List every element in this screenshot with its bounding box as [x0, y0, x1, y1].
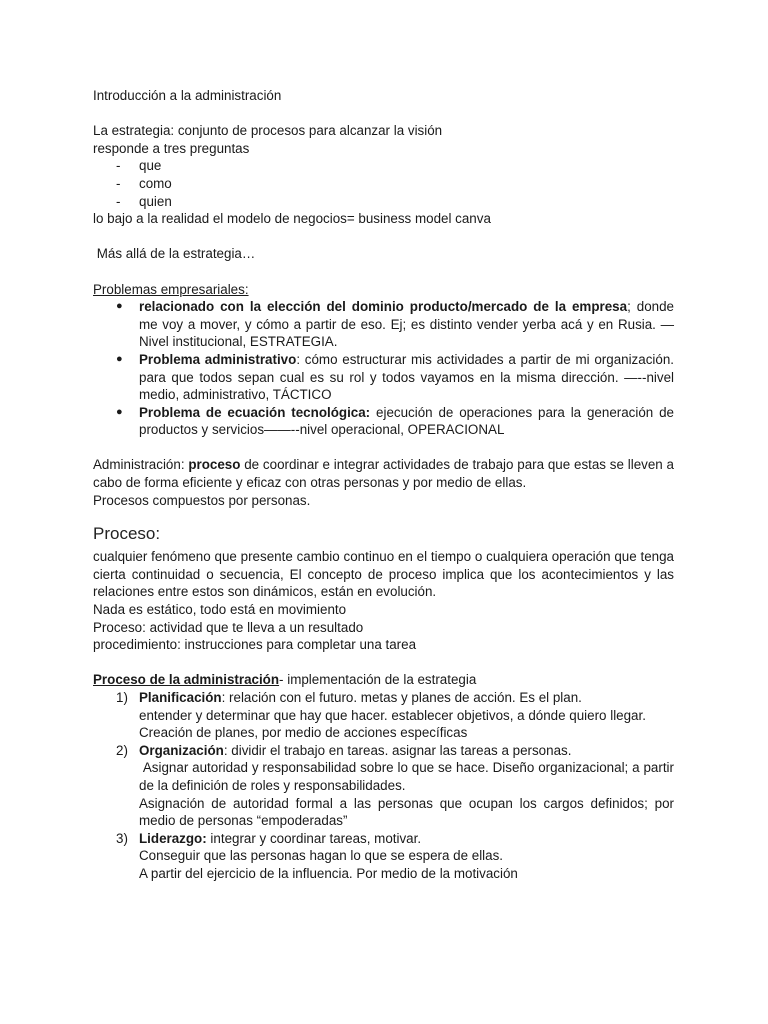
item-text: : relación con el futuro. metas y planes de acción. Es el plan. [221, 690, 582, 705]
item-line: Asignar autoridad y responsabilidad sobre lo que se hace. Diseño organizacional; a partir de la definición de roles y responsabilidades. [139, 760, 678, 793]
item-text: : dividir el trabajo en tareas. asignar las tareas a personas. [223, 742, 572, 758]
item-bold: Liderazgo: [139, 830, 207, 846]
list-item [93, 689, 674, 742]
estrategia-definition: La estrategia: conjunto de procesos para alcanzar la visión [93, 123, 443, 139]
list-item: - como [93, 175, 674, 193]
proceso-admin-heading-bold: Proceso de la administración [93, 672, 280, 688]
item-bold: Problema de ecuación tecnológica: [139, 404, 371, 420]
proceso-admin-list [93, 689, 678, 883]
proceso-admin-heading [93, 671, 674, 689]
doc-title: Introducción a la administración [93, 88, 282, 103]
admin-prefix: Administración: [93, 457, 189, 473]
admin-bold: proceso [188, 457, 241, 473]
proceso-line-3: Proceso: actividad que te lleva a un resultado [93, 619, 364, 635]
proceso-admin-heading-rest: - implementación de la estrategia [279, 672, 477, 688]
list-item: - quien [93, 193, 674, 211]
item-number: 2) [116, 742, 128, 758]
item-text: integrar y coordinar tareas, motivar. [206, 830, 422, 846]
item-number: 3) [116, 830, 128, 846]
proceso-line-2: Nada es estático, todo está en movimiento [93, 602, 347, 618]
item-text: ejecución de operaciones para la generación de productos y servicios——--nivel operacional, OPERACIONAL [139, 404, 678, 438]
administracion-definition [93, 456, 674, 491]
business-model-line: lo bajo a la realidad el modelo de negocios= business model canva [93, 211, 491, 227]
proceso-line-4: procedimiento: instrucciones para completar una tarea [93, 637, 417, 653]
document-body [93, 87, 678, 883]
item-number: 1) [116, 690, 128, 705]
problemas-heading: Problemas empresariales: [93, 281, 249, 297]
proceso-definition: cualquier fenómeno que presente cambio continuo en el tiempo o cualquiera operación que tenga cierta continuidad o secuencia, El concepto de proceso implica que los acontecimientos y las relaciones entre estos son dinámicos, están en evolución. [93, 549, 674, 600]
list-item [93, 404, 678, 439]
list-item [93, 830, 674, 883]
list-item [93, 742, 678, 830]
questions-list [93, 157, 674, 210]
item-text: : cómo estructurar mis actividades a partir de mi organización. para que todos sepan cual es su rol y todos vayamos en la misma dirección. —--nivel medio, administrativo, TÁCTICO [139, 351, 674, 403]
item-line: A partir del ejercicio de la influencia. Por medio de la motivación [139, 865, 518, 881]
problemas-list [93, 298, 678, 439]
item-line: Asignación de autoridad formal a las personas que ocupan los cargos definidos; por medio de personas “empoderadas” [139, 795, 674, 829]
item-bold: Organización [139, 742, 224, 758]
admin-rest: de coordinar e integrar actividades de trabajo para que estas se lleven a cabo de forma eficiente y eficaz con otras personas y por medio de ellas. [93, 457, 674, 491]
item-line: entender y determinar que hay que hacer. establecer objetivos, a dónde quiero llegar. [139, 707, 646, 723]
procesos-personas-line: Procesos compuestos por personas. [93, 492, 311, 508]
list-item [93, 351, 674, 404]
estrategia-questions-intro: responde a tres preguntas [93, 140, 250, 156]
list-item: - que [93, 157, 674, 175]
item-bold: Planificación [139, 690, 222, 705]
item-text: ; donde me voy a mover, y cómo a partir de eso. Ej; es distinto vender yerba acá y en Rusia. —Nivel institucional, ESTRATEGIA. [139, 299, 674, 350]
mas-alla-line: Más allá de la estrategia… [93, 246, 256, 262]
item-line: Creación de planes, por medio de acciones específicas [139, 725, 468, 741]
item-bold: relacionado con la elección del dominio producto/mercado de la empresa [139, 299, 628, 315]
item-bold: Problema administrativo [139, 351, 297, 367]
list-item [93, 298, 674, 351]
proceso-heading: Proceso: [93, 524, 161, 544]
item-line: Conseguir que las personas hagan lo que se espera de ellas. [139, 848, 504, 864]
